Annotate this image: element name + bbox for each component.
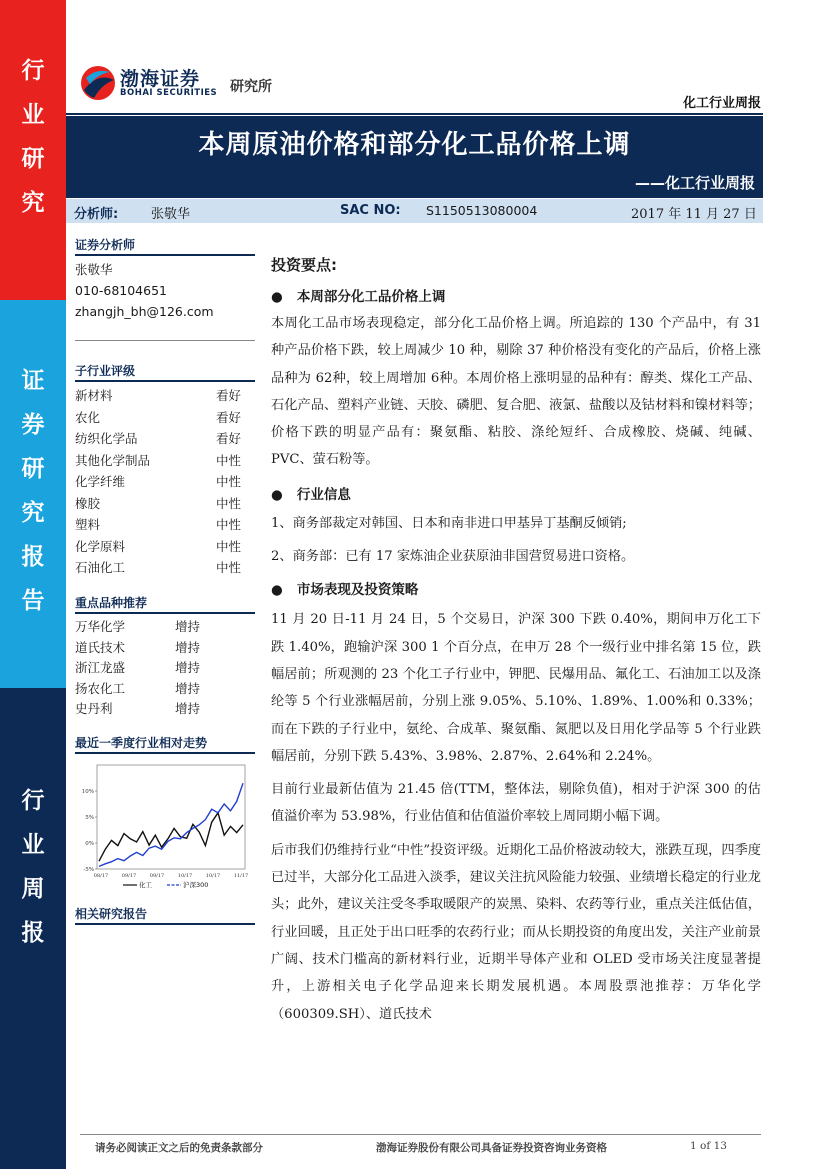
rating-value: 看好 xyxy=(215,431,241,446)
chart-plot-frame xyxy=(97,765,245,869)
bohai-logo-icon xyxy=(80,62,116,104)
banner-char: 告 xyxy=(21,588,45,614)
rating-value: 中性 xyxy=(215,452,241,468)
rating-name: 新材料 xyxy=(75,388,113,403)
section-1-heading: ● 本周部分化工品价格上调 xyxy=(271,289,446,305)
pick-rating: 增持 xyxy=(175,701,201,717)
pick-name: 道氏技术 xyxy=(75,639,126,655)
banner-char: 行 xyxy=(21,58,45,84)
relative-trend-chart xyxy=(75,757,255,897)
analyst-label: 分析师: xyxy=(74,207,119,222)
pick-name: 万华化学 xyxy=(75,619,126,634)
banner-char: 研 xyxy=(21,456,45,482)
investment-highlights-heading: 投资要点: xyxy=(271,256,337,274)
pick-rating: 增持 xyxy=(175,660,201,676)
sac-number: S1150513080004 xyxy=(426,203,538,218)
analyst-box xyxy=(75,236,255,341)
rating-name: 农化 xyxy=(75,409,101,425)
banner-char: 报 xyxy=(21,920,45,946)
analyst-phone: 010-68104651 xyxy=(75,283,167,298)
sub-industry-ratings xyxy=(75,362,255,579)
rating-value: 中性 xyxy=(215,474,241,489)
rating-value: 中性 xyxy=(215,538,241,554)
section-1-text: 本周化工品市场表现稳定，部分化工品价格上调。所追踪的 130 个产品中，有 31 种产品价格下跌，较上周减少 10 种，剔除 37 种价格没有变化的产品后，价格上涨品种为 62种，较上周增加 6种。本周价格上涨明显的品种有：醇类、煤化工产品、石化产品、塑料产业链、天胶、磷肥、复合肥、液氯、盐酸以及钴材料和镍材料等；价格下跌的明显产品有：聚氨酯、粘胶、涤纶短纤、合成橡胶、烧碱、纯碱、PVC、萤石粉等。 xyxy=(271,316,761,468)
section-2-title: 行业信息 xyxy=(296,486,351,503)
analyst-email[interactable]: zhangjh_bh@126.com xyxy=(75,301,255,341)
rating-value: 看好 xyxy=(215,409,241,425)
meta-band xyxy=(66,199,763,223)
banner-char: 报 xyxy=(21,544,45,570)
pick-row xyxy=(75,638,255,659)
analyst-name: 张敬华 xyxy=(151,207,191,222)
rating-row xyxy=(75,557,255,579)
logo-english-name: BOHAI SECURITIES xyxy=(120,88,218,98)
rating-name: 化学原料 xyxy=(75,538,126,554)
x-tick-label: 08/17 xyxy=(93,873,109,879)
y-tick-label: -5% xyxy=(83,867,94,873)
pick-name: 扬农化工 xyxy=(75,680,126,696)
banner-char: 究 xyxy=(21,190,45,216)
series-line-chemical xyxy=(99,813,243,861)
side-banner-industry-research xyxy=(0,0,66,300)
x-tick-label: 11/17 xyxy=(233,873,249,879)
y-tick-label: 0% xyxy=(85,841,94,847)
banner-char: 研 xyxy=(21,146,45,172)
report-type: 化工行业周报 xyxy=(682,96,761,111)
rating-row xyxy=(75,514,255,536)
banner-char: 业 xyxy=(21,832,45,858)
pick-row xyxy=(75,658,255,679)
x-tick-label: 10/17 xyxy=(177,873,193,879)
main-content xyxy=(271,252,761,1028)
report-title: 本周原油价格和部分化工品价格上调 xyxy=(198,130,631,160)
sac-label: SAC NO: xyxy=(340,203,401,218)
analyst-box-heading: 证券分析师 xyxy=(75,236,255,256)
x-tick-label: 09/17 xyxy=(149,873,165,879)
rating-name: 塑料 xyxy=(75,517,101,532)
pick-row xyxy=(75,679,255,700)
pick-rating: 增持 xyxy=(175,639,201,655)
market-performance-text: 11 月 20 日-11 月 24 日，5 个交易日，沪深 300 下跌 0.40%，期间申万化工下跌 1.40%，跑输沪深 300 1 个百分点，在申万 28 个一级行业中排名第 15 位，跌幅居前；所观测的 23 个化工子行业中，钾肥、民爆用品、氟化工、石油加工以及涤纶等 5 个行业涨幅居前，分别上涨 9.05%、5.10%、1.89%、1.00%和 0.33%；而在下跌的子行业中，氨纶、合成革、聚氨酯、氮肥以及日用化学品等 5 个行业跌幅居前，分别下跌 5.43%、3.98%、2.87%、2.64%和 2.24%。 xyxy=(271,612,761,764)
rating-value: 中性 xyxy=(215,560,241,575)
side-banner-weekly xyxy=(0,688,66,1169)
banner-char: 证 xyxy=(21,368,45,394)
rating-row xyxy=(75,428,255,450)
banner-char: 券 xyxy=(21,412,45,438)
section-3-heading: ● 市场表现及投资策略 xyxy=(271,582,419,599)
rating-row xyxy=(75,407,255,429)
related-heading: 相关研究报告 xyxy=(75,905,255,925)
ratings-heading: 子行业评级 xyxy=(75,362,255,382)
industry-news-item: 2、商务部：已有 17 家炼油企业获原油非国营贸易进口资格。 xyxy=(271,549,635,565)
header-divider xyxy=(66,113,763,115)
rating-name: 化学纤维 xyxy=(75,474,126,489)
pick-name: 史丹利 xyxy=(75,701,113,717)
page-number: 1 of 13 xyxy=(690,1140,727,1152)
footer-qualification: 渤海证券股份有限公司具备证券投资咨询业务资格 xyxy=(376,1142,607,1154)
section-1-title: 本周部分化工品价格上调 xyxy=(296,289,446,305)
pick-row xyxy=(75,617,255,638)
banner-char: 行 xyxy=(21,788,45,814)
banner-char: 业 xyxy=(21,102,45,128)
strategy-text: 后市我们仍维持行业“中性”投资评级。近期化工品价格波动较大，涨跌互现，四季度已过半，大部分化工品进入淡季，建议关注抗风险能力较强、业绩增长稳定的行业龙头；此外，建议关注受冬季取暖限产的炭黑、染料、农药等行业，重点关注低估值，行业回暖，且正处于出口旺季的农药行业；而从长期投资的角度出发，关注产业前景广阔、技术门槛高的新材料行业，近期半导体产业和 OLED 受市场关注度显著提升，上游相关电子化学品迎来长期发展机遇。本周股票池推荐：万华化学（600309.SH）、道氏技术 xyxy=(271,842,761,1022)
rating-value: 中性 xyxy=(215,517,241,532)
pick-rating: 增持 xyxy=(175,680,201,696)
banner-char: 究 xyxy=(21,500,45,526)
footer-divider xyxy=(80,1134,761,1135)
institute-label: 研究所 xyxy=(230,79,272,95)
rating-value: 看好 xyxy=(215,388,241,403)
report-subtitle: ——化工行业周报 xyxy=(634,174,755,192)
rating-row xyxy=(75,385,255,407)
legend-label-csi300: 沪深300 xyxy=(183,881,209,889)
footer-disclaimer: 请务必阅读正文之后的免责条款部分 xyxy=(95,1142,263,1154)
company-logo xyxy=(80,60,300,105)
section-3-title: 市场表现及投资策略 xyxy=(296,582,419,599)
rating-name: 纺织化学品 xyxy=(75,431,138,446)
y-tick-label: 5% xyxy=(85,815,94,821)
rating-row xyxy=(75,536,255,558)
report-date: 2017 年 11 月 27 日 xyxy=(631,207,757,222)
rating-name: 橡胶 xyxy=(75,495,101,511)
trend-heading: 最近一季度行业相对走势 xyxy=(75,734,255,754)
related-reports xyxy=(75,905,255,928)
title-band xyxy=(66,116,763,198)
banner-char: 周 xyxy=(21,876,45,902)
y-tick-label: 10% xyxy=(81,789,94,795)
rating-row xyxy=(75,450,255,472)
legend-label-chemical: 化工 xyxy=(139,881,152,889)
key-picks xyxy=(75,594,255,720)
analyst-box-name: 张敬华 xyxy=(75,262,113,277)
trend-section xyxy=(75,734,255,900)
picks-heading: 重点品种推荐 xyxy=(75,594,255,614)
pick-rating: 增持 xyxy=(175,619,201,634)
section-2-heading: ● 行业信息 xyxy=(271,486,351,503)
rating-name: 石油化工 xyxy=(75,560,126,575)
valuation-text: 目前行业最新估值为 21.45 倍(TTM，整体法，剔除负值)，相对于沪深 300 的估值溢价率为 53.98%，行业估值和估值溢价率较上周同期小幅下调。 xyxy=(271,782,761,825)
pick-row xyxy=(75,699,255,720)
x-tick-label: 10/17 xyxy=(205,873,221,879)
logo-chinese-name: 渤海证券 xyxy=(120,68,201,90)
rating-row xyxy=(75,471,255,493)
rating-name: 其他化学制品 xyxy=(75,452,151,468)
side-banner-research-report xyxy=(0,300,66,688)
pick-name: 浙江龙盛 xyxy=(75,660,126,676)
x-tick-label: 09/17 xyxy=(121,873,137,879)
rating-value: 中性 xyxy=(215,495,241,511)
rating-row xyxy=(75,493,255,515)
industry-news-item: 1、商务部裁定对韩国、日本和南非进口甲基异丁基酮反倾销; xyxy=(271,515,627,531)
